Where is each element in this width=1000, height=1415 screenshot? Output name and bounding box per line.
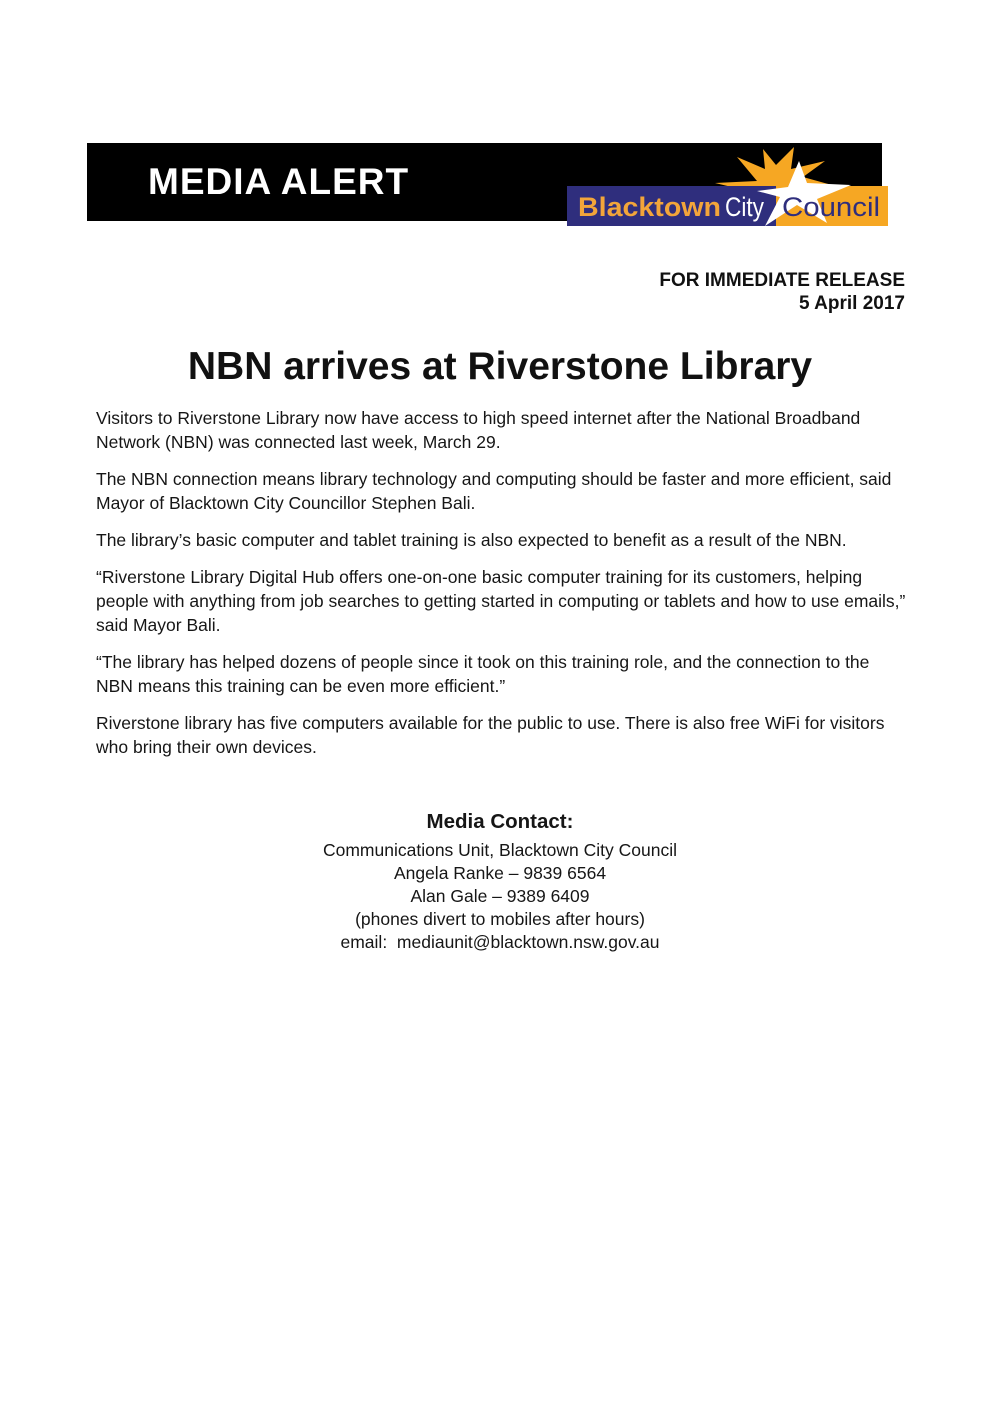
- contact-note: (phones divert to mobiles after hours): [355, 909, 645, 929]
- logo-text-council: Council: [782, 192, 880, 222]
- release-line: FOR IMMEDIATE RELEASE: [659, 270, 905, 291]
- release-date: 5 April 2017: [799, 293, 905, 314]
- paragraph: The NBN connection means library technology and computing should be faster and more efficient, said Mayor of Blacktown City Councillor Stephen Bali.: [96, 469, 892, 513]
- media-contact-block: [0, 810, 1000, 954]
- release-block: [659, 269, 905, 315]
- contact-unit: Communications Unit, Blacktown City Council: [322, 840, 678, 860]
- contact-email: email: mediaunit@blacktown.nsw.gov.au: [340, 932, 660, 952]
- logo-graphic: [567, 147, 888, 226]
- media-alert-heading: MEDIA ALERT: [148, 161, 410, 202]
- logo-text-blacktown: Blacktown: [578, 192, 721, 222]
- contact-person: Angela Ranke – 9839 6564: [393, 863, 607, 883]
- media-contact-heading: Media Contact:: [426, 810, 574, 833]
- paragraph: The library’s basic computer and tablet training is also expected to benefit as a result of the NBN.: [96, 530, 847, 550]
- contact-person: Alan Gale – 9389 6409: [410, 886, 590, 906]
- paragraph: Visitors to Riverstone Library now have access to high speed internet after the National Broadband Network (NBN) was connected last week, March 29.: [96, 408, 861, 452]
- paragraph: “The library has helped dozens of people since it took on this training role, and the connection to the NBN means this training can be even more efficient.”: [96, 652, 870, 696]
- paragraph: Riverstone library has five computers available for the public to use. There is also free WiFi for visitors who bring their own devices.: [96, 713, 885, 757]
- logo-text-city: City: [725, 192, 765, 222]
- body-copy: [96, 406, 909, 772]
- paragraph: “Riverstone Library Digital Hub offers one-on-one basic computer training for its customers, helping people with anything from job searches to getting started in computing or tablets and how to use emails,” said Mayor Bali.: [96, 567, 906, 635]
- page-title: NBN arrives at Riverstone Library: [187, 345, 813, 388]
- blacktown-city-council-logo: [567, 147, 888, 226]
